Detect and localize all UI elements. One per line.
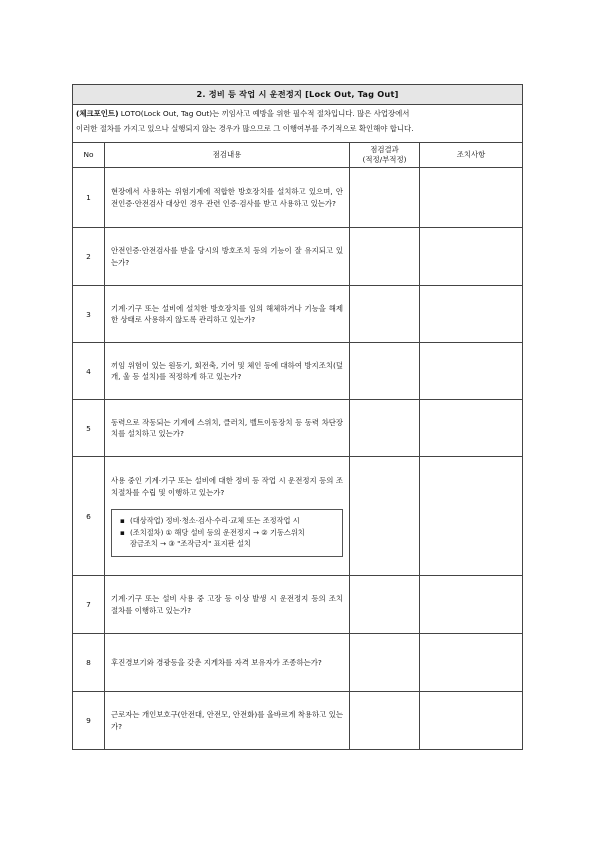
section-title: 2. 정비 등 작업 시 운전정지 [Lock Out, Tag Out] [73,85,523,105]
procedure-box [111,509,343,557]
table-row [73,576,523,634]
row-check-item [105,457,350,576]
row-check-item: 끼임 위험이 있는 원동기, 회전축, 기어 및 체인 등에 대하여 방지조치(덮개, 울 등 설치)를 적정하게 하고 있는가? [105,343,350,400]
row-check-item: 근로자는 개인보호구(안전대, 안전모, 안전화)를 올바르게 착용하고 있는가? [105,692,350,750]
row-action-field[interactable] [420,576,523,634]
row-check-item: 기계·기구 또는 설비에 설치한 방호장치를 임의 해체하거나 기능을 해제한 상태로 사용하지 않도록 관리하고 있는가? [105,286,350,343]
procedure-target-line [120,515,338,527]
row-action-field[interactable] [420,400,523,457]
row-check-item-text: 사용 중인 기계·기구 또는 설비에 대한 정비 등 작업 시 운전정지 등의 조치절차를 수립 및 이행하고 있는가? [111,476,343,497]
header-action: 조치사항 [420,143,523,168]
procedure-target-text: (대상작업) 정비·청소·검사·수리·교체 또는 조정작업 시 [130,516,300,526]
row-action-field[interactable] [420,692,523,750]
row-number: 7 [73,576,105,634]
table-row [73,228,523,286]
header-result-line2: (적정/부적정) [362,155,407,164]
row-action-field[interactable] [420,343,523,400]
checklist-table [72,84,523,750]
checkpoint-line2: 이러한 절차를 가지고 있으나 실행되지 않는 경우가 많으므로 그 이행여부를 주기적으로 확인해야 합니다. [76,124,414,133]
header-result [350,143,420,168]
row-check-item: 현장에서 사용하는 위험기계에 적합한 방호장치를 설치하고 있으며, 안전인증·안전검사 대상인 경우 관련 인증·검사를 받고 사용하고 있는가? [105,168,350,228]
row-result-field[interactable] [350,634,420,692]
bullet-icon: ▪ [120,527,125,537]
procedure-steps-line [120,527,338,539]
bullet-icon: ▪ [120,516,125,526]
row-action-field[interactable] [420,286,523,343]
checklist-sheet [72,84,522,750]
header-result-line1: 점검결과 [370,145,399,154]
row-result-field[interactable] [350,400,420,457]
row-number: 3 [73,286,105,343]
table-row [73,400,523,457]
row-check-item: 기계·기구 또는 설비 사용 중 고장 등 이상 발생 시 운전정지 등의 조치 절차를 이행하고 있는가? [105,576,350,634]
checkpoint-label: (체크포인트) [76,109,119,118]
row-result-field[interactable] [350,228,420,286]
row-result-field[interactable] [350,286,420,343]
row-check-item: 안전인증·안전검사를 받을 당시의 방호조치 등의 기능이 잘 유지되고 있는가? [105,228,350,286]
row-action-field[interactable] [420,634,523,692]
row-check-item: 후진경보기와 경광등을 갖춘 지게차를 자격 보유자가 조종하는가? [105,634,350,692]
procedure-steps-text: (조치절차) ① 해당 설비 등의 운전정지 → ② 기동스위치 [130,527,305,537]
header-no: No [73,143,105,168]
row-result-field[interactable] [350,457,420,576]
row-number: 8 [73,634,105,692]
row-action-field[interactable] [420,457,523,576]
row-number: 5 [73,400,105,457]
table-row [73,168,523,228]
row-result-field[interactable] [350,692,420,750]
checkpoint-note [73,105,523,143]
row-action-field[interactable] [420,168,523,228]
row-check-item: 동력으로 작동되는 기계에 스위치, 클러치, 벨트이동장치 등 동력 차단장치를 설치하고 있는가? [105,400,350,457]
procedure-steps-continued: 잠금조치 → ③ "조작금지" 표지판 설치 [130,539,251,549]
table-row [73,634,523,692]
row-result-field[interactable] [350,168,420,228]
row-result-field[interactable] [350,343,420,400]
row-number: 9 [73,692,105,750]
table-row [73,343,523,400]
table-row [73,692,523,750]
row-action-field[interactable] [420,228,523,286]
table-row [73,457,523,576]
row-result-field[interactable] [350,576,420,634]
row-number: 6 [73,457,105,576]
row-number: 4 [73,343,105,400]
row-number: 1 [73,168,105,228]
table-row [73,286,523,343]
row-number: 2 [73,228,105,286]
header-content: 점검내용 [105,143,350,168]
checkpoint-line1: LOTO(Lock Out, Tag Out)는 끼임사고 예방을 위한 필수적 절차입니다. 많은 사업장에서 [118,109,410,118]
